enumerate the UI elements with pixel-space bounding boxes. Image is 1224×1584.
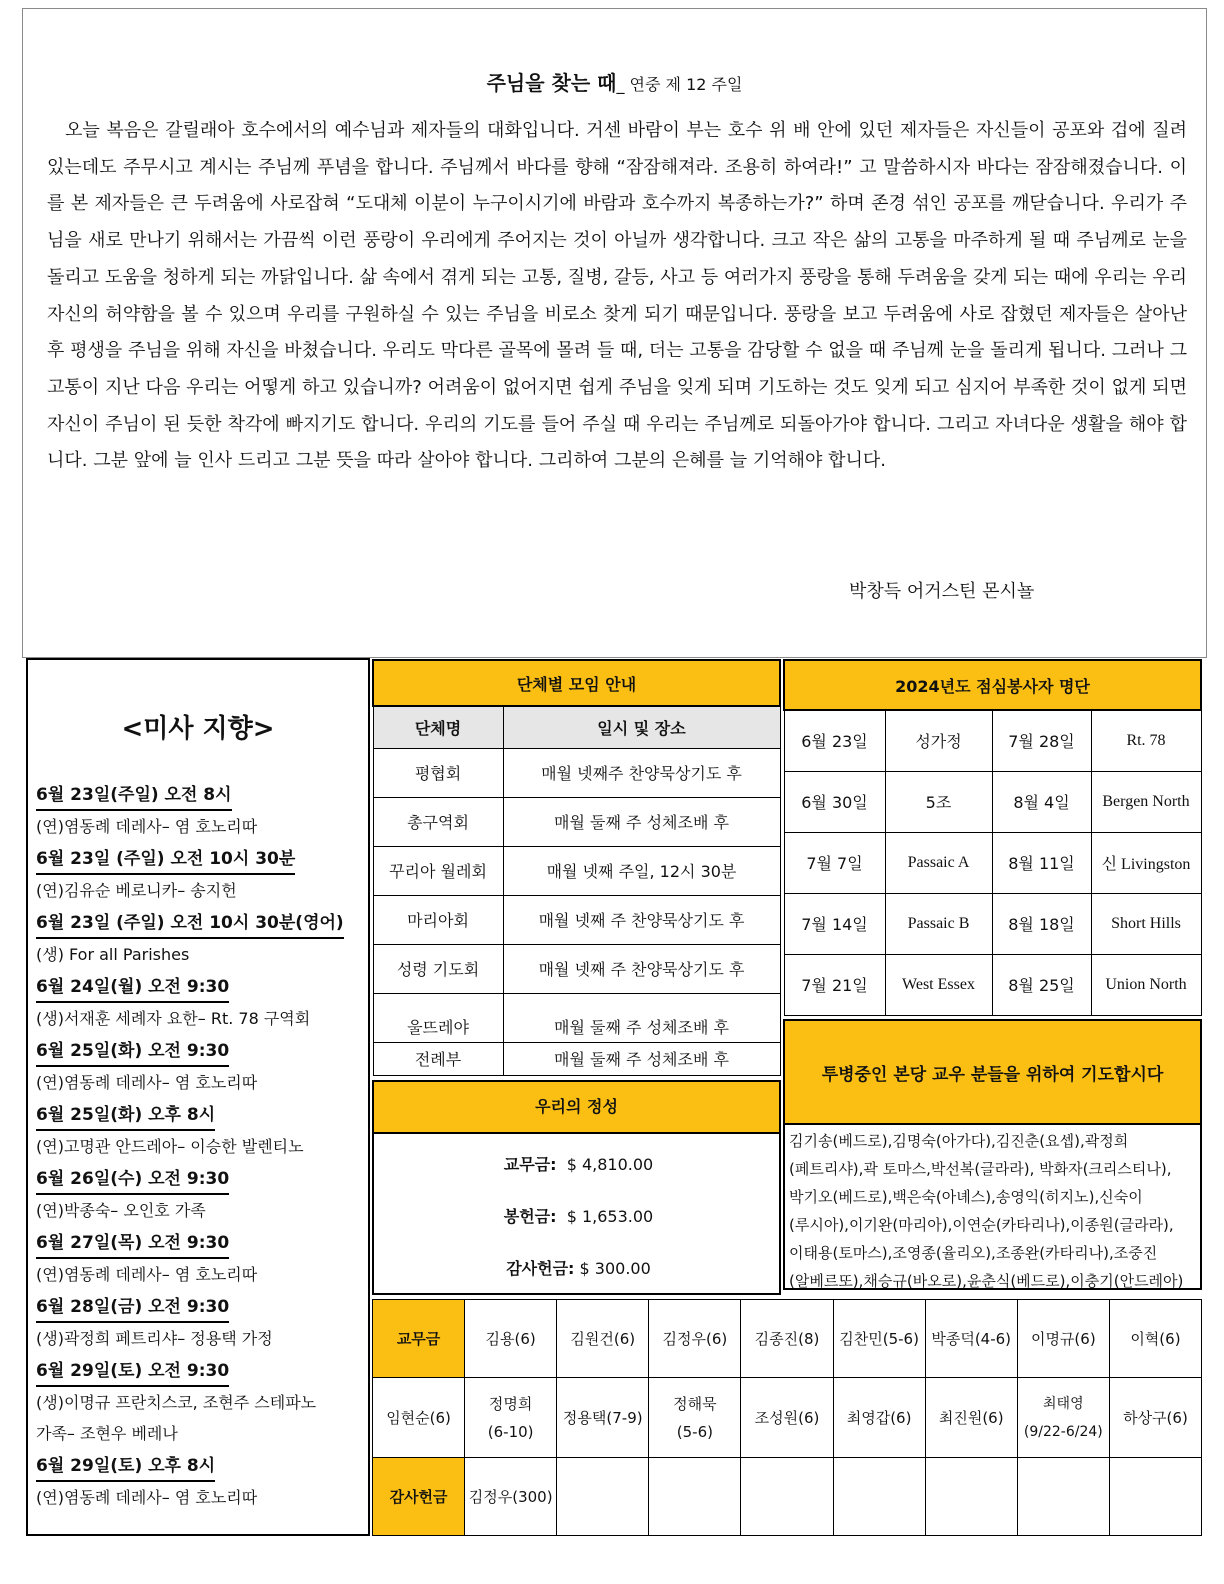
homily-title-main: 주님을 찾는 때 [486, 71, 617, 95]
mass-date: 6월 25일(화) 오전 9:30 [36, 1038, 229, 1067]
contrib-name: 최태영 [1043, 1395, 1084, 1412]
contrib-cell: 김종진(8) [741, 1300, 833, 1378]
contrib-cell: 정용택(7-9) [557, 1378, 649, 1458]
meeting-time: 매월 넷째 주일, 12시 30분 [503, 846, 780, 895]
lunch-group: 성가정 [885, 710, 992, 771]
mass-desc: (생)이명규 프란치스코, 조현주 스테파노 [36, 1393, 317, 1412]
meeting-name: 성령 기도회 [373, 944, 503, 993]
contrib-cell [1017, 1378, 1109, 1458]
lunch-group: Rt. 78 [1091, 710, 1201, 771]
contrib-name: 정해묵 [673, 1394, 717, 1413]
contrib-cell: 박종덕(4-6) [925, 1300, 1017, 1378]
mass-date: 6월 23일 (주일) 오전 10시 30분(영어) [36, 910, 344, 939]
homily-author: 박창득 어거스틴 몬시뇰 [849, 581, 1035, 602]
mass-desc: (연)염동례 데레사– 염 호노리따 [36, 1488, 258, 1507]
contrib-cell: 김용(6) [465, 1300, 557, 1378]
contrib-cell: 김원건(6) [557, 1300, 649, 1378]
lunch-group: Passaic B [885, 893, 992, 954]
homily-title [23, 67, 1206, 96]
lunch-table [783, 659, 1202, 1016]
lunch-date: 8월 4일 [992, 771, 1091, 832]
mass-intentions-list [36, 778, 368, 1513]
mass-desc: (생)곽정희 페트리샤– 정용택 가정 [36, 1329, 273, 1348]
meetings-table [372, 659, 781, 1076]
lunch-date: 8월 11일 [992, 832, 1091, 893]
meeting-name: 마리아회 [373, 895, 503, 944]
contrib-cell [925, 1458, 1017, 1536]
mass-desc: (생) For all Parishes [36, 945, 190, 964]
mass-desc: (생)서재훈 세례자 요한– Rt. 78 구역회 [36, 1009, 311, 1028]
contrib-cell [1017, 1458, 1109, 1536]
contrib-cell: 김정우(6) [649, 1300, 741, 1378]
mass-intentions-title: <미사 지향> [121, 714, 275, 744]
lunch-group: Short Hills [1091, 893, 1201, 954]
contrib-row1-label: 교무금 [373, 1300, 465, 1378]
contrib-cell: 최진원(6) [925, 1378, 1017, 1458]
mass-desc: (연)박종숙– 오인호 가족 [36, 1201, 206, 1220]
contrib-cell: 하상구(6) [1109, 1378, 1201, 1458]
mass-date: 6월 25일(화) 오후 8시 [36, 1102, 215, 1131]
contrib-cell [557, 1458, 649, 1536]
offering-title: 우리의 정성 [374, 1082, 779, 1134]
meeting-time: 매월 둘째 주 성체조배 후 [503, 797, 780, 846]
mass-item [36, 906, 368, 970]
contrib-cell [465, 1378, 557, 1458]
lunch-group: 신 Livingston [1091, 832, 1201, 893]
mass-date: 6월 24일(월) 오전 9:30 [36, 974, 229, 1003]
mass-date: 6월 29일(토) 오후 8시 [36, 1453, 215, 1482]
offering-label: 봉헌금: [503, 1207, 557, 1226]
meeting-name: 울뜨레야 [373, 993, 503, 1042]
homily-body: 오늘 복음은 갈릴래아 호수에서의 예수님과 제자들의 대화입니다. 거센 바람이 부는 호수 위 배 안에 있던 제자들은 자신들이 공포와 겁에 질려 있는데도 주무시고 계시는 주님께 푸념을 합니다. 주님께서 바다를 향해 “잠잠해져라. 조용히 하여라!” 고 말씀하시자 바다는 잠잠해졌습니다. 이를 본 제자들은 큰 두려움에 사로잡혀 “도대체 이분이 누구이시기에 바람과 호수까지 복종하는가?” 하며 존경 섞인 공포를 깨닫습니다. 우리가 주님을 새로 만나기 위해서는 가끔씩 이런 풍랑이 우리에게 주어지는 것이 아닐까 생각합니다. 크고 작은 삶의 고통을 마주하게 될 때 주님께로 눈을 돌리고 도움을 청하게 되는 까닭입니다. 삶 속에서 겪게 되는 고통, 질병, 갈등, 사고 등 여러가지 풍랑을 통해 두려움을 갖게 되는 때에 우리는 우리 자신의 허약함을 볼 수 있으며 우리를 구원하실 수 있는 주님을 비로소 찾게 되기 때문입니다. 풍랑을 보고 두려움에 사로 잡혔던 제자들은 살아난 후 평생을 주님을 위해 자신을 바쳤습니다. 우리도 막다른 골목에 몰려 들 때, 더는 고통을 감당할 수 없을 때 주님께 눈을 돌리게 됩니다. 그러나 그 고통이 지난 다음 우리는 어떻게 하고 있습니까? 어려움이 없어지면 쉽게 주님을 잊게 되며 기도하는 것도 잊게 되고 심지어 부족한 것이 없게 되면 자신이 주님이 된 듯한 착각에 빠지기도 합니다. 우리의 기도를 들어 주실 때 우리는 주님께로 되돌아가야 합니다. 그리고 자녀다운 생활을 해야 합니다. 그분 앞에 늘 인사 드리고 그분 뜻을 따라 살아야 합니다. 그리하여 그분의 은혜를 늘 기억해야 합니다. [47, 120, 1187, 472]
contrib-name: 정명희 [488, 1394, 533, 1413]
meeting-time: 매월 넷째 주 찬양묵상기도 후 [503, 895, 780, 944]
offering-row [374, 1256, 783, 1279]
offering-box [372, 1080, 781, 1295]
offering-value: $ 300.00 [579, 1259, 651, 1278]
contrib-cell [741, 1458, 833, 1536]
mass-item [36, 1449, 368, 1513]
offering-label: 감사헌금: [506, 1259, 575, 1278]
contributions-table [372, 1299, 1202, 1536]
contrib-cell: 임현순(6) [373, 1378, 465, 1458]
mass-date: 6월 27일(목) 오전 9:30 [36, 1230, 229, 1259]
meetings-col-time: 일시 및 장소 [503, 706, 780, 748]
mass-item [36, 1226, 368, 1290]
meeting-time: 매월 넷째주 찬양묵상기도 후 [503, 748, 780, 797]
contrib-cell [649, 1378, 741, 1458]
mass-item [36, 1354, 368, 1449]
mass-desc: (연)김유순 베로니카– 송지헌 [36, 881, 237, 900]
mass-desc: (연)염동례 데레사– 염 호노리따 [36, 1265, 258, 1284]
lunch-group: Bergen North [1091, 771, 1201, 832]
offering-row [374, 1152, 783, 1175]
sick-names-list: 김기송(베드로),김명숙(아가다),김진춘(요셉),곽정희(페트리샤),곽 토마스,박선복(글라라), 박화자(크리스티나),박기오(베드로),백은숙(아녜스),송영익(히지노),신숙이(루시아),이기완(마리아),이연순(카타리나),이종원(글라라),이태용(토마스),조영종(율리오),조종완(카타리나),조중진(알베르또),채승규(바오로),윤춘식(베드로),이충기(안드레아) [789, 1132, 1184, 1290]
offering-row [374, 1204, 783, 1227]
mass-desc: (연)고명관 안드레아– 이승한 발렌티노 [36, 1137, 304, 1156]
lunch-date: 8월 25일 [992, 954, 1091, 1015]
lunch-date: 6월 30일 [784, 771, 885, 832]
contrib-cell: 이명규(6) [1017, 1300, 1109, 1378]
contrib-cell [833, 1458, 925, 1536]
lunch-date: 7월 7일 [784, 832, 885, 893]
lunch-group: 5조 [885, 771, 992, 832]
contrib-period: (9/22-6/24) [1023, 1423, 1103, 1440]
contrib-cell: 김정우(300) [465, 1458, 557, 1536]
lunch-group: Passaic A [885, 832, 992, 893]
mass-date: 6월 26일(수) 오전 9:30 [36, 1166, 229, 1195]
contrib-cell [649, 1458, 741, 1536]
lunch-volunteers-box [783, 659, 1202, 1016]
contrib-cell [1109, 1458, 1201, 1536]
homily-box [22, 8, 1207, 658]
mass-item [36, 842, 368, 906]
lunch-date: 6월 23일 [784, 710, 885, 771]
mass-item [36, 1098, 368, 1162]
offering-label: 교무금: [503, 1155, 557, 1174]
sick-prayer-box [783, 1019, 1202, 1290]
lunch-date: 8월 18일 [992, 893, 1091, 954]
offering-value: $ 1,653.00 [566, 1207, 654, 1226]
meeting-time: 매월 넷째 주 찬양묵상기도 후 [503, 944, 780, 993]
mass-item [36, 970, 368, 1034]
mass-item [36, 1162, 368, 1226]
lunch-date: 7월 28일 [992, 710, 1091, 771]
contrib-period: (6-10) [487, 1422, 534, 1441]
mass-date: 6월 23일(주일) 오전 8시 [36, 782, 232, 811]
mass-item [36, 1034, 368, 1098]
mass-date: 6월 23일 (주일) 오전 10시 30분 [36, 846, 295, 875]
sick-prayer-title: 투병중인 본당 교우 분들을 위하여 기도합시다 [785, 1021, 1200, 1125]
homily-title-suffix: _ 연중 제 12 주일 [616, 75, 743, 94]
mass-date: 6월 28일(금) 오전 9:30 [36, 1294, 229, 1323]
offering-value: $ 4,810.00 [566, 1155, 654, 1174]
mass-item [36, 1290, 368, 1354]
mass-desc-cont: 가족– 조현우 베레나 [36, 1424, 178, 1443]
meeting-time: 매월 둘째 주 성체조배 후 [503, 1042, 780, 1075]
contributions-box [372, 1299, 1202, 1536]
mass-intentions-box [26, 658, 370, 1536]
lunch-group: West Essex [885, 954, 992, 1015]
meetings-box [372, 659, 781, 1076]
contrib-cell: 김찬민(5-6) [833, 1300, 925, 1378]
meetings-title: 단체별 모임 안내 [373, 660, 780, 706]
contrib-row3-label: 감사헌금 [373, 1458, 465, 1536]
lunch-title: 2024년도 점심봉사자 명단 [784, 660, 1201, 710]
meeting-name: 평협회 [373, 748, 503, 797]
lunch-date: 7월 14일 [784, 893, 885, 954]
contrib-period: (5-6) [676, 1422, 713, 1441]
lunch-date: 7월 21일 [784, 954, 885, 1015]
mass-date: 6월 29일(토) 오전 9:30 [36, 1358, 229, 1387]
lunch-group: Union North [1091, 954, 1201, 1015]
mass-item [36, 778, 368, 842]
meeting-name: 전례부 [373, 1042, 503, 1075]
meetings-col-name: 단체명 [373, 706, 503, 748]
contrib-cell: 최영갑(6) [833, 1378, 925, 1458]
meeting-name: 꾸리아 월레회 [373, 846, 503, 895]
contrib-cell: 이혁(6) [1109, 1300, 1201, 1378]
mass-desc: (연)염동례 데레사– 염 호노리따 [36, 1073, 258, 1092]
mass-desc: (연)염동례 데레사– 염 호노리따 [36, 817, 258, 836]
meeting-name: 총구역회 [373, 797, 503, 846]
meeting-time: 매월 둘째 주 성체조배 후 [503, 993, 780, 1042]
contrib-cell: 조성원(6) [741, 1378, 833, 1458]
